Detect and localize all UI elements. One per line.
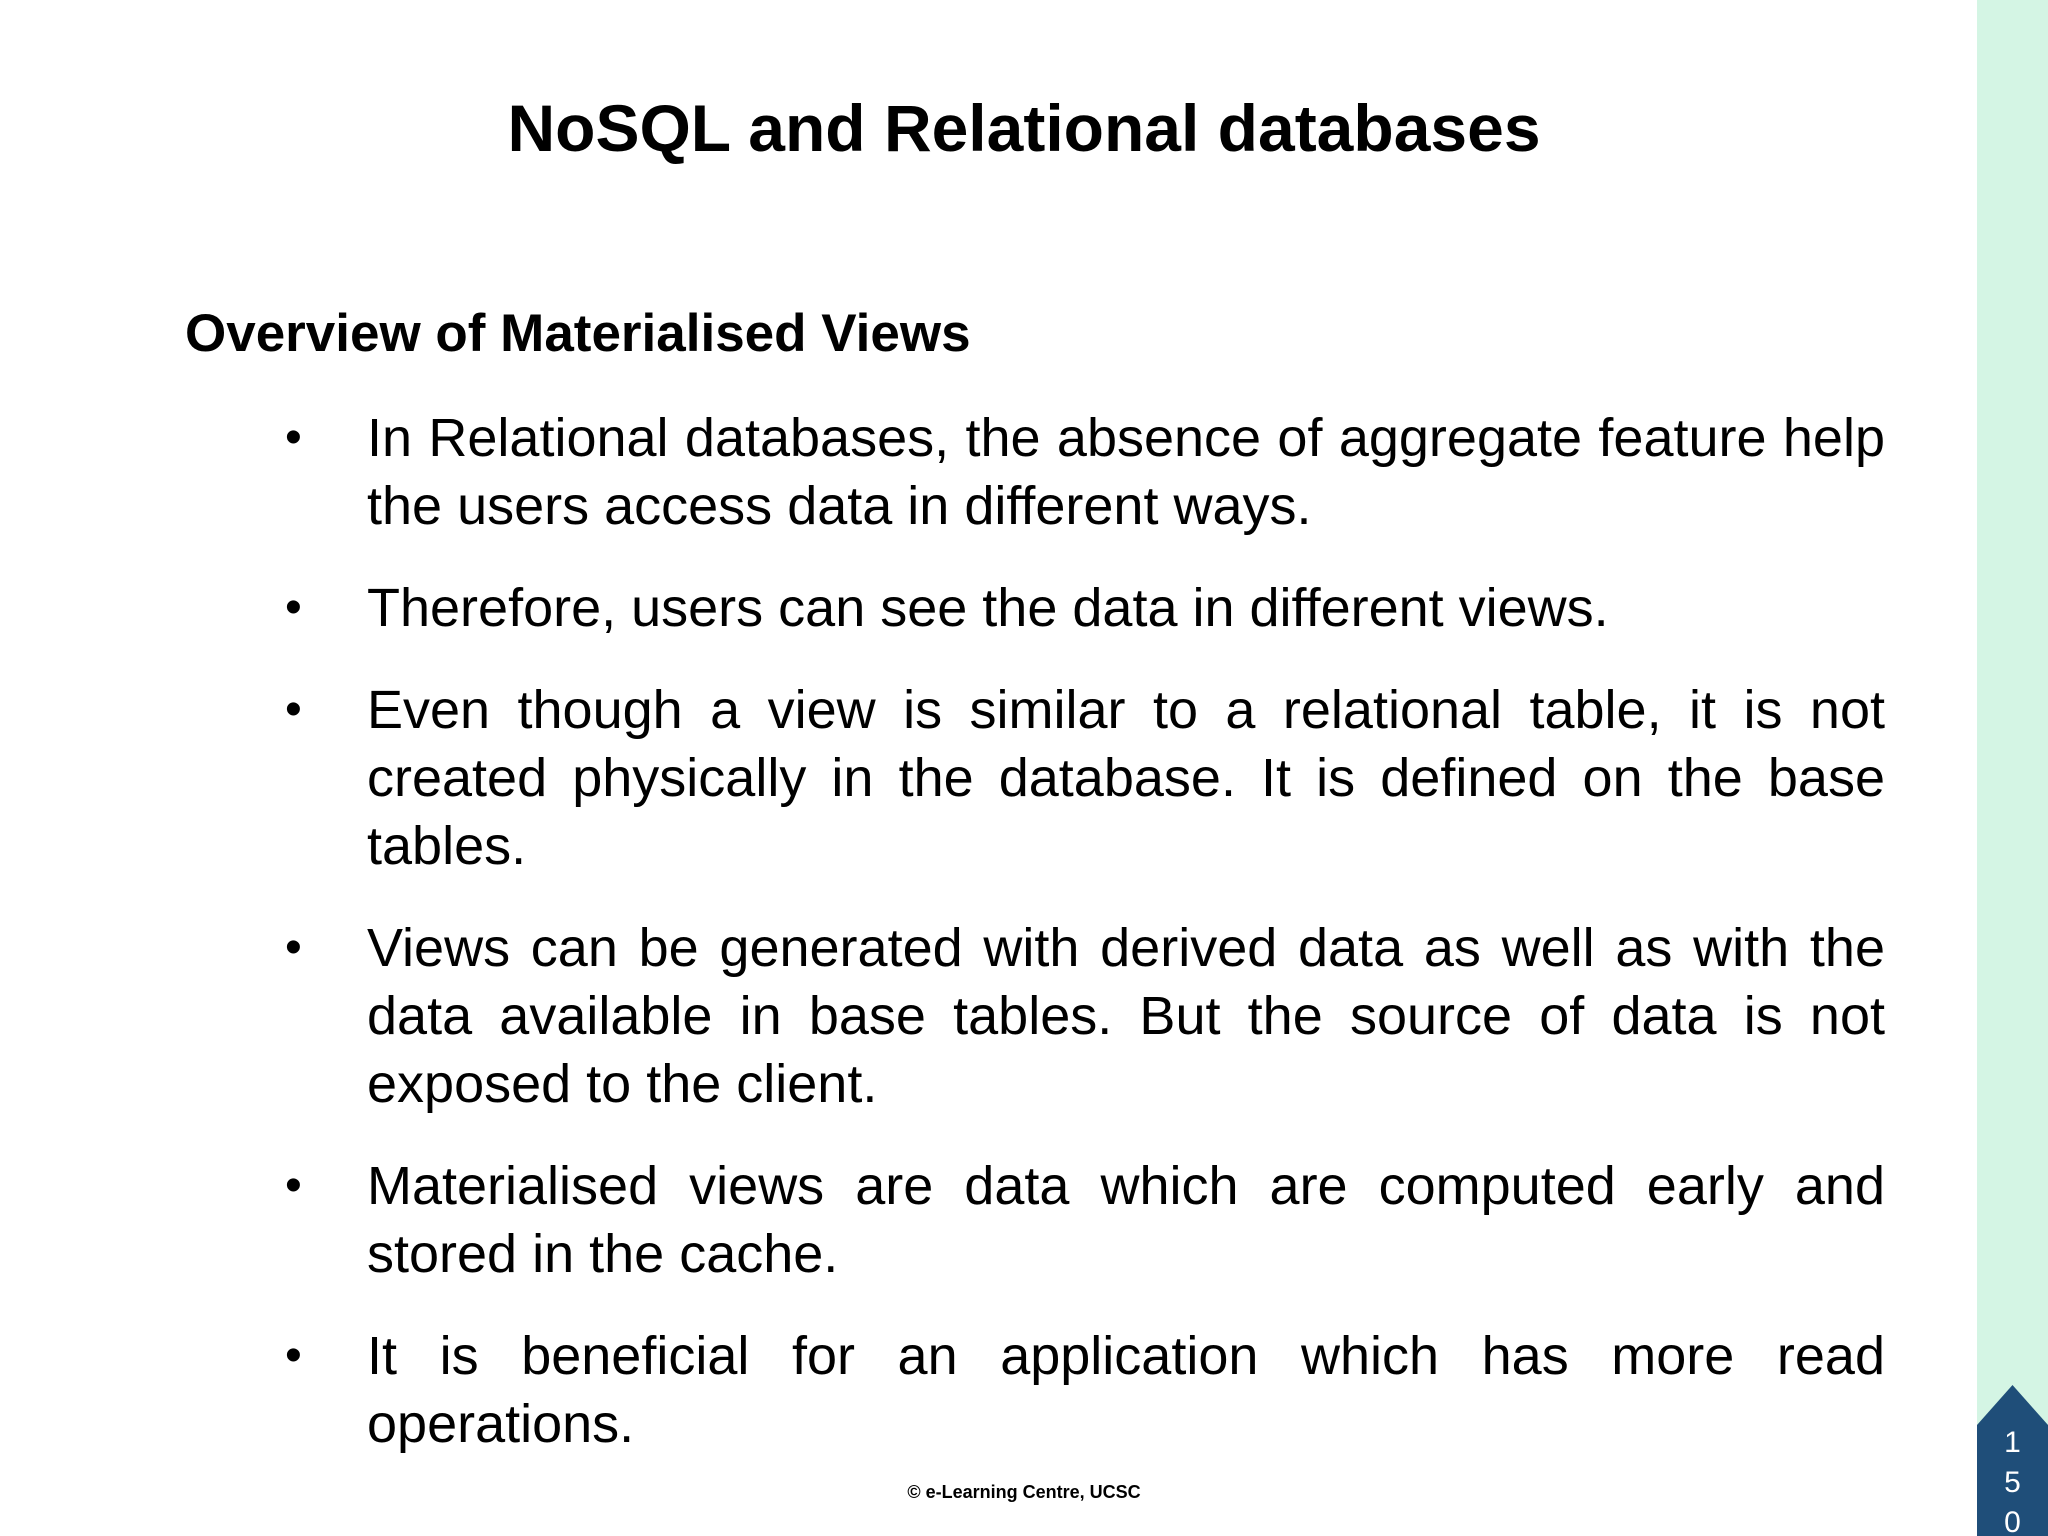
list-item (285, 574, 1885, 642)
bullet-text: Therefore, users can see the data in different views. (367, 578, 1609, 638)
list-item (285, 914, 1885, 1118)
bullet-icon: • (285, 683, 302, 736)
bullet-text: Even though a view is similar to a relational table, it is not created physically in the database. It is defined on the base tables. (367, 680, 1885, 876)
section-heading: Overview of Materialised Views (185, 304, 971, 363)
bullet-icon: • (285, 581, 302, 634)
page-number-badge (1977, 1385, 2048, 1536)
footer-copyright: © e-Learning Centre, UCSC (907, 1482, 1141, 1502)
bullet-icon: • (285, 1329, 302, 1382)
list-item (285, 404, 1885, 540)
side-color-band (1977, 0, 2048, 1536)
bullet-icon: • (285, 921, 302, 974)
list-item (285, 1322, 1885, 1458)
bullet-text: Materialised views are data which are computed early and stored in the cache. (367, 1156, 1885, 1284)
bullet-icon: • (285, 1159, 302, 1212)
bullet-icon: • (285, 411, 302, 464)
page-number: 150 (2004, 1426, 2021, 1536)
bullet-text: In Relational databases, the absence of aggregate feature help the users access data in different ways. (367, 408, 1885, 536)
bullet-list (285, 404, 1885, 1492)
bullet-text: Views can be generated with derived data as well as with the data available in base tables. But the source of data is not exposed to the client. (367, 918, 1885, 1114)
list-item (285, 1152, 1885, 1288)
list-item (285, 676, 1885, 880)
slide-title: NoSQL and Relational databases (507, 91, 1541, 165)
bullet-text: It is beneficial for an application which has more read operations. (367, 1326, 1885, 1454)
